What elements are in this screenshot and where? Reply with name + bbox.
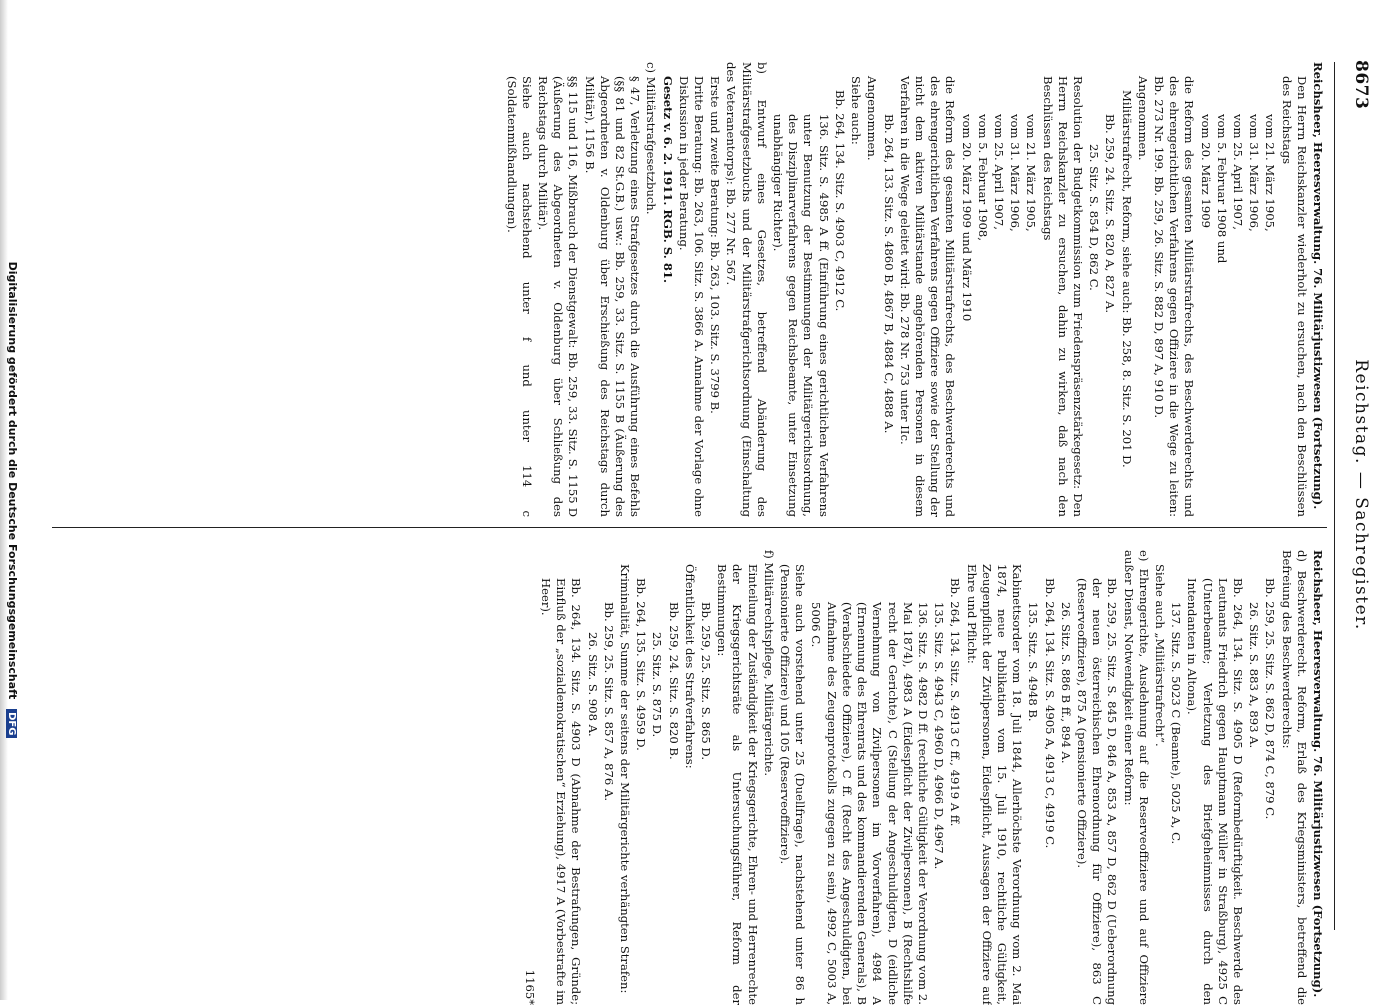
index-entry: 137. Sitz. S. 5023 C (Beamte), 5025 A, C. [1169,602,1184,845]
index-entry: Bb. 264, 135. Sitz. S. 4959 D. [634,578,649,751]
index-entry: vom 5. Februar 1908, [975,114,990,241]
index-entry: Militärstrafrecht, Reform, siehe auch: Bb. 258, 8. Sitz. S. 201 D. [1119,90,1134,468]
index-entry: Bb. 259, 24. Sitz. S. 820 B. [666,602,681,760]
index-entry: §§ 115 und 116, Mißbrauch der Dienstgewalt: Bb. 259, 33. Sitz. S. 1155 D (Äußerung des Abgeordneten v. Oldenburg über Schließung des Reichstags durch Militär). [536,76,581,517]
digitization-credit [6,0,19,1000]
index-entry: d) Beschwerderecht. Reform, Erlaß des Kriegsministers, betreffend die Befreiung des Beschwerderechts: [1279,550,1309,1005]
index-entry: Dritte Beratung: Bb. 263, 106. Sitz. S. 3866 A. Annahme der Vorlage ohne Diskussion in jeder Beratung. [676,76,707,517]
index-entry: Einteilung der Zuständigkeit der Kriegsgerichte, Ehren- und Herrenrechte der Kriegsgerichtsräte als Untersuchungsführer, Reform der Bestimmungen: [715,564,760,1005]
page-number: 8673 [1351,60,1371,110]
index-entry: 25. Sitz. S. 875 D. [650,632,665,738]
index-entry: 136. Sitz. S. 4982 D ff. (rechtliche Gültigkeit der Verordnung vom 2. Mai 1874), 4983 A (Eidespflicht der Zivilpersonen), B (Rechtshilfe recht der Gerichte), C (Stellung der Angeschuldigten, D (eidliche Vernehmung von Zivilpersonen im Vorverfahren), 4984 A (Ernennung des Ehrenrats und des kommandierenden Generals), B (Verabschiedete Offiziere), C ff. (Recht des Angeschuldigten, bei Aufnahme des Zeugenprotokolls zugegen zu sein), 4992 C, 5003 A, 5006 C. [809,602,930,1005]
left-column [502,62,1325,517]
column-rule [52,527,1327,528]
index-entry: Angenommen. [865,76,880,161]
index-entry: Reichsheer, Heeresverwaltung. 76. Militärjustizwesen (Fortsetzung). [1311,550,1325,998]
index-entry: 26. Sitz. S. 883 A, 893 A. [1247,602,1262,749]
index-entry: 1165* [522,969,537,1005]
credit-text: Digitalisierung gefördert durch die Deutsche Forschungsgemeinschaft [6,261,19,700]
index-entry: vom 5. Februar 1908 und [1214,114,1229,264]
index-entry: vom 31. März 1906, [1008,114,1023,232]
index-entry: vom 20. März 1909 [1198,114,1213,228]
index-entry: Erste und zweite Beratung: Bb. 263, 103. Sitz. S. 3799 B. [708,76,723,414]
index-entry: Bb. 264, 134. Sitz. S. 4903 D (Abnahme der Bestrafungen, Gründe; Einfluß der „sozialdemokratischen“ Erziehung), 4917 A (Vorbestrafte im Heer). [539,578,584,1005]
index-entry: c) Militärstrafgesetzbuch. [644,62,659,215]
index-entry: vom 31. März 1906, [1247,114,1262,232]
index-entry: vom 25. April 1907, [1230,114,1245,230]
index-entry: 25. Sitz. S. 854 D, 862 C. [1087,144,1102,291]
index-entry: Siehe auch: [849,76,864,145]
index-entry: Bb. 259, 24. Sitz. S. 820 A, 827 A. [1103,114,1118,314]
header-rule [1334,62,1335,930]
index-entry: Öffentlichkeit des Strafverfahrens: [682,564,697,769]
index-entry: Bb. 264, 134. Sitz. S. 4913 C ff., 4919 A ff. [948,578,963,827]
right-column [521,550,1325,1005]
index-entry: e) Ehrengerichte, Ausdehnung auf die Reserveoffiziere und auf Offiziere außer Dienst, Notwendigkeit einer Reform: [1121,550,1151,1005]
index-entry: vom 21. März 1905, [1024,114,1039,232]
index-entry: vom 25. April 1907, [991,114,1006,230]
index-entry: vom 20. März 1909 und März 1910 [959,114,974,322]
index-entry: 26. Sitz. S. 886 B ff., 894 A. [1058,602,1073,764]
index-entry: Reichsheer, Heeresverwaltung. 76. Militärjustizwesen (Fortsetzung). [1311,62,1325,510]
index-entry: Den Herrn Reichskanzler wiederholt zu ersuchen, nach den Beschlüssen des Reichstags [1279,76,1309,517]
index-entry: die Reform des gesamten Militärstrafrechts, des Beschwerderechts und des ehrengerichtlichen Verfahrens gegen Offiziere sowie der Stellung der nicht dem aktiven Militärstande angehörenden Personen in diesem Verfahren in die Wege geleitet wird: Bb. 278 Nr. 753 unter IIc. [897,76,958,517]
index-entry: Kriminalität, Summe der seitens der Militärgerichte verhängten Strafen: [618,564,633,994]
index-entry: Bb. 264, 134. Sitz. S. 4905 D (Reformbedürftigkeit. Beschwerde des Leutnants Friedrich gegen Hauptmann Müller in Straßburg), 4925 C (Unterbeamte; Verletzung des Briefgeheimnisses durch den Intendanten in Altona). [1185,578,1245,1005]
index-entry: Siehe auch „Militärstrafrecht“. [1152,564,1167,747]
index-entry: b) Entwurf eines Gesetzes, betreffend Abänderung des Militärstrafgesetzbuchs und der Militärstrafgerichtsordnung (Einschaltung des Veteranentorps): Bb. 277 Nr. 567. [724,62,769,517]
index-entry: § 47, Verletzung eines Strafgesetzes durch die Ausführung eines Befehls (§§ 81 und 82 St.G.B.) usw.: Bb. 259, 33. Sitz. S. 1155 B (Äußerung des Abgeordneten v. Oldenburg über Erschießung des Reichstags durch Militär), 1156 B. [582,76,643,517]
index-entry: Angenommen. [1135,76,1150,161]
page-header [1343,60,1371,930]
index-entry: Bb. 259, 25. Sitz. S. 845 D, 846 A, 853 A, 857 D, 862 D (Ueberordnung der neuen österreichischen Ehrenordnung für Offiziere), 863 C (Reserveoffiziere), 875 A (pensionierte Offiziere). [1074,578,1120,1005]
index-entry: Resolution der Budgetkommission zum Friedenspräsenzstärkegesetz: Den Herrn Reichskanzler zu ersuchen, dahin zu wirken, daß nach den Beschlüssen des Reichstags [1040,76,1085,517]
index-entry: Bb. 264, 134. Sitz. S. 4905 A, 4913 C, 4919 C. [1042,578,1057,849]
index-entry: f) Militärrechtspflege, Militärgerichte. [761,550,776,777]
index-entry: Bb. 259, 25. Sitz. S. 865 D. [699,602,714,761]
index-entry: vom 21. März 1905, [1263,114,1278,232]
index-entry: 135. Sitz. S. 4943 C, 4960 D, 4966 D, 4967 A. [932,602,947,870]
index-entry: Bb. 259, 25. Sitz. S. 862 D, 874 C, 879 C. [1263,578,1278,820]
dfg-logo: DFG [6,709,17,738]
index-entry: Gesetz v. 6. 2. 1911. RGB. S. 81. [660,76,675,284]
index-entry: 26. Sitz. S. 908 A. [585,632,600,737]
index-entry: Bb. 259, 25. Sitz. S. 857 A, 876 A. [601,602,616,802]
index-entry: Bb. 264, 133. Sitz. S. 4860 B, 4867 B, 4884 C, 4888 A. [881,114,896,434]
index-entry: Bb. 264, 134. Sitz. S. 4903 C, 4912 C. [832,90,847,312]
index-entry: die Reform des gesamten Militärstrafrechts, des Beschwerderechts und des ehrengerichtlichen Verfahrens gegen Offiziere in die Wege zu leiten: Bb. 273 Nr. 199. Bb. 259, 26. Sitz. S. 882 D, 897 A, 910 D. [1151,76,1197,517]
index-entry: 135. Sitz. S. 4948 B. [1026,602,1041,722]
index-entry: Siehe auch nachstehend unter f und unter 114 c (Soldatenmißhandlungen). [504,76,534,517]
running-title: Reichstag. — Sachregister. [1351,359,1371,631]
index-entry: 136. Sitz. S. 4985 A ff. (Einführung eines gerichtlichen Verfahrens unter Benutzung der Bestimmungen der Militärgerichtsordnung, des Disziplinarverfahrens gegen Reichsbeamte, unter Einsetzung unabhängiger Richter). [771,114,831,517]
index-entry: Siehe auch vorstehend unter 25 (Duellfrage), nachstehend unter 86 h (Pensionierte Offiziere) und 105 (Reserveoffiziere). [778,564,808,1005]
index-entry: Kabinettsorder vom 18. Juli 1844, Allerhöchste Verordnung vom 2. Mai 1874, neue Publikation vom 15. Juli 1910, rechtliche Gültigkeit, Zeugenpflicht der Zivilpersonen, Eidespflicht, Aussagen der Offiziere auf Ehre und Pflicht: [964,564,1025,1005]
